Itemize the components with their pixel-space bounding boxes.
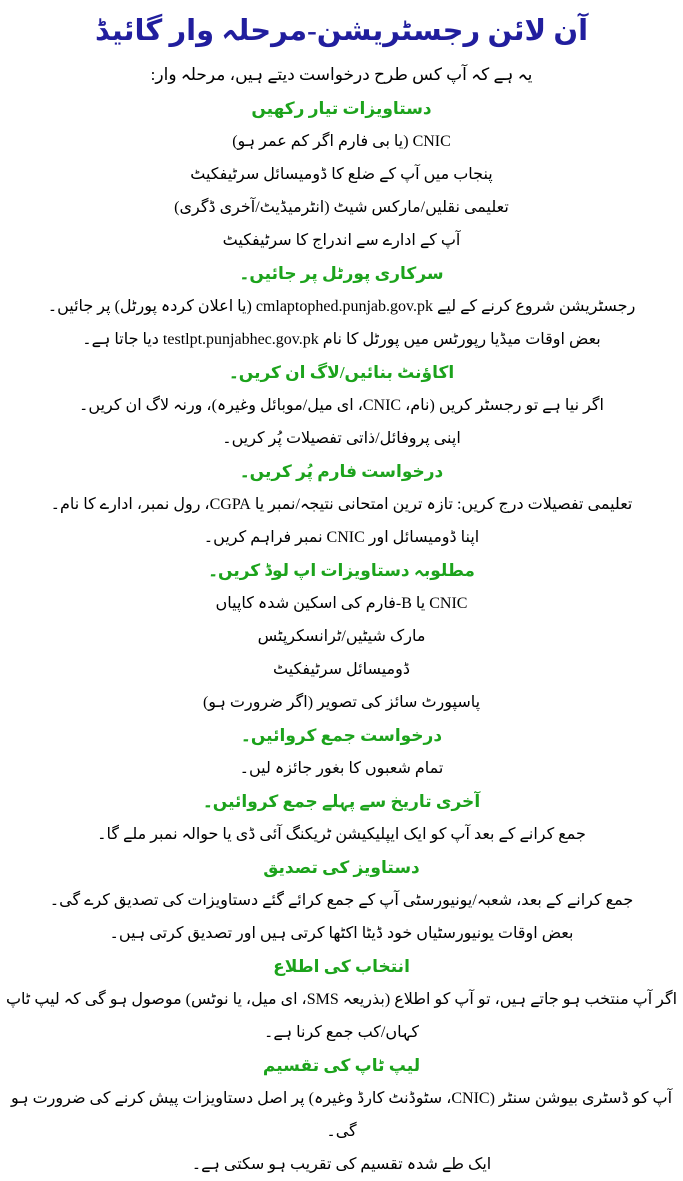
section-heading: لیپ ٹاپ کی تقسیم xyxy=(262,1056,421,1075)
section-item: جمع کرانے کے بعد آپ کو ایک ایپلیکیشن ٹریکنگ آئی ڈی یا حوالہ نمبر ملے گا۔ xyxy=(97,826,586,843)
page-title: آن لائن رجسٹریشن-مرحلہ وار گائیڈ xyxy=(94,15,589,47)
section-heading: سرکاری پورٹل پر جائیں۔ xyxy=(239,264,444,283)
section-item: CNIC یا B-فارم کی اسکین شدہ کاپیاں xyxy=(215,595,468,612)
section-item: بعض اوقات میڈیا رپورٹس میں پورٹل کا نام testlpt.punjabhec.gov.pk دیا جاتا ہے۔ xyxy=(82,331,601,348)
section-item: پنجاب میں آپ کے ضلع کا ڈومیسائل سرٹیفکیٹ xyxy=(190,166,493,183)
section-item: اگر نیا ہے تو رجسٹر کریں (نام، CNIC، ای میل/موبائل وغیرہ)، ورنہ لاگ ان کریں۔ xyxy=(79,397,604,414)
section-item: تعلیمی نقلیں/مارکس شیٹ (انٹرمیڈیٹ/آخری ڈگری) xyxy=(174,199,509,216)
page-subtitle: یہ ہے کہ آپ کس طرح درخواست دیتے ہیں، مرحلہ وار: xyxy=(150,65,533,84)
section-item: جمع کرانے کے بعد، شعبہ/یونیورسٹی آپ کے جمع کرائے گئے دستاویزات کی تصدیق کرے گی۔ xyxy=(49,892,634,909)
section-item: مارک شیٹیں/ٹرانسکرپٹس xyxy=(257,628,426,645)
section-item: اپنا ڈومیسائل اور CNIC نمبر فراہم کریں۔ xyxy=(203,529,480,546)
section-heading: درخواست جمع کروائیں۔ xyxy=(240,726,443,745)
section-heading: انتخاب کی اطلاع xyxy=(273,957,410,976)
section-item: رجسٹریشن شروع کرنے کے لیے cmlaptophed.punjab.gov.pk (یا اعلان کردہ پورٹل) پر جائیں۔ xyxy=(47,298,636,315)
section-item: اپنی پروفائل/ذاتی تفصیلات پُر کریں۔ xyxy=(222,430,461,447)
section-item: بعض اوقات یونیورسٹیاں خود ڈیٹا اکٹھا کرتی ہیں اور تصدیق کرتی ہیں۔ xyxy=(109,925,574,942)
section-heading: آخری تاریخ سے پہلے جمع کروائیں۔ xyxy=(202,792,481,811)
section-item: تعلیمی تفصیلات درج کریں: تازہ ترین امتحانی نتیجہ/نمبر یا CGPA، رول نمبر، ادارے کا نام۔ xyxy=(50,496,633,513)
section-item: تمام شعبوں کا بغور جائزہ لیں۔ xyxy=(239,760,444,777)
section-item: آپ کو ڈسٹری بیوشن سنٹر (CNIC، سٹوڈنٹ کارڈ وغیرہ) پر اصل دستاویزات پیش کرنے کی ضرورت ہو گی۔ xyxy=(10,1090,673,1140)
section-item: ایک طے شدہ تقسیم کی تقریب ہو سکتی ہے۔ xyxy=(191,1156,492,1173)
sections xyxy=(0,92,683,1181)
section-heading: اکاؤنٹ بنائیں/لاگ ان کریں۔ xyxy=(228,363,455,382)
section-heading: درخواست فارم پُر کریں۔ xyxy=(239,462,444,481)
section-heading: دستاویزات تیار رکھیں xyxy=(251,99,432,118)
section-item: ڈومیسائل سرٹیفکیٹ xyxy=(273,661,410,678)
section-item: CNIC (یا بی فارم اگر کم عمر ہو) xyxy=(232,133,451,150)
section-heading: مطلوبہ دستاویزات اپ لوڈ کریں۔ xyxy=(208,561,475,580)
section-item: اگر آپ منتخب ہو جاتے ہیں، تو آپ کو اطلاع (بذریعہ SMS، ای میل، یا نوٹس) موصول ہو گی کہ لیپ ٹاپ کہاں/کب جمع کرنا ہے۔ xyxy=(5,991,678,1041)
section-item: آپ کے ادارے سے اندراج کا سرٹیفکیٹ xyxy=(222,232,461,249)
section-item: پاسپورٹ سائز کی تصویر (اگر ضرورت ہو) xyxy=(202,694,481,711)
section-heading: دستاویز کی تصدیق xyxy=(263,858,420,877)
